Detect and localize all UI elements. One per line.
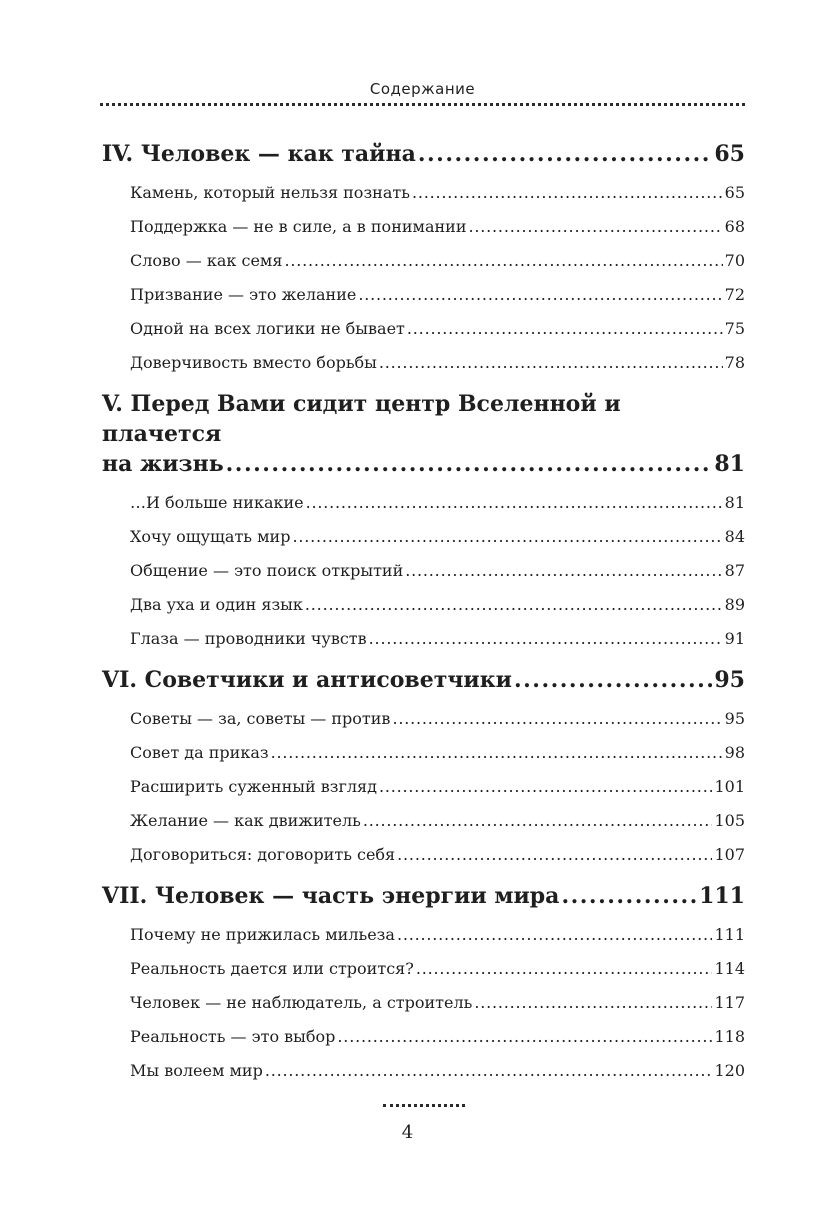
chapter-heading[interactable] [102, 389, 745, 479]
section-list [130, 493, 745, 649]
entry-title: …И больше никакие [130, 493, 304, 512]
entry-title: Призвание — это желание [130, 285, 357, 304]
toc-entry[interactable] [130, 527, 745, 547]
chapter-title: VII. Человек — часть энергии мира [102, 883, 560, 909]
chapter-block [102, 139, 745, 373]
chapter-title: на жизнь [102, 451, 224, 477]
table-of-contents [102, 139, 745, 1097]
section-list [130, 925, 745, 1081]
dot-leader [265, 1061, 713, 1081]
entry-page-number: 105 [714, 811, 745, 830]
toc-entry[interactable] [130, 319, 745, 339]
running-head: Содержание [369, 80, 476, 98]
dot-leader [469, 217, 723, 237]
entry-title: Слово — как семя [130, 251, 283, 270]
dot-leader [379, 353, 723, 373]
dot-leader [305, 595, 723, 615]
dot-leader [226, 449, 713, 479]
chapter-title: VI. Советчики и антисоветчики [102, 667, 512, 693]
entry-title: Реальность — это выбор [130, 1027, 336, 1046]
entry-title: Хочу ощущать мир [130, 527, 291, 546]
entry-page-number: 65 [724, 183, 745, 202]
section-list [130, 709, 745, 865]
entry-page-number: 98 [724, 743, 745, 762]
toc-entry[interactable] [130, 183, 745, 203]
toc-entry[interactable] [130, 709, 745, 729]
toc-entry[interactable] [130, 925, 745, 945]
toc-entry[interactable] [130, 217, 745, 237]
dot-leader [271, 743, 723, 763]
toc-entry[interactable] [130, 493, 745, 513]
dot-leader [292, 527, 722, 547]
entry-title: Человек — не наблюдатель, а строитель [130, 993, 473, 1012]
chapter-block [102, 389, 745, 649]
toc-entry[interactable] [130, 251, 745, 271]
entry-title: Поддержка — не в силе, а в понимании [130, 217, 467, 236]
chapter-page-number: 65 [714, 141, 745, 167]
entry-page-number: 120 [714, 1061, 745, 1080]
dot-leader [474, 993, 712, 1013]
entry-title: Советы — за, советы — против [130, 709, 391, 728]
dot-leader [369, 629, 723, 649]
entry-title: Почему не прижилась мильеза [130, 925, 395, 944]
chapter-heading[interactable] [102, 881, 745, 911]
entry-page-number: 68 [724, 217, 745, 236]
entry-page-number: 95 [724, 709, 745, 728]
entry-page-number: 107 [714, 845, 745, 864]
dot-leader [405, 561, 722, 581]
entry-page-number: 118 [714, 1027, 745, 1046]
entry-title: Мы волеем мир [130, 1061, 263, 1080]
entry-title: Совет да приказ [130, 743, 269, 762]
toc-entry[interactable] [130, 285, 745, 305]
toc-entry[interactable] [130, 811, 745, 831]
dot-leader [379, 777, 712, 797]
entry-page-number: 75 [724, 319, 745, 338]
entry-page-number: 89 [724, 595, 745, 614]
entry-title: Расширить суженный взгляд [130, 777, 377, 796]
entry-page-number: 78 [724, 353, 745, 372]
toc-entry[interactable] [130, 595, 745, 615]
entry-page-number: 114 [714, 959, 745, 978]
dot-leader [416, 959, 713, 979]
entry-title: Одной на всех логики не бывает [130, 319, 405, 338]
dot-leader [407, 319, 723, 339]
dot-leader [412, 183, 723, 203]
section-list [130, 183, 745, 373]
toc-entry[interactable] [130, 353, 745, 373]
dot-leader [561, 881, 697, 911]
entry-page-number: 70 [724, 251, 745, 270]
toc-entry[interactable] [130, 1061, 745, 1081]
chapter-title-line1: V. Перед Вами сидит центр Вселенной и плачется [102, 391, 621, 447]
entry-page-number: 101 [714, 777, 745, 796]
entry-title: Желание — как движитель [130, 811, 361, 830]
dot-leader [397, 845, 712, 865]
footer-dotted-rule [383, 1104, 465, 1107]
dot-leader [397, 925, 713, 945]
dot-leader [358, 285, 722, 305]
entry-page-number: 84 [724, 527, 745, 546]
entry-title: Доверчивость вместо борьбы [130, 353, 377, 372]
entry-title: Договориться: договорить себя [130, 845, 396, 864]
chapter-heading[interactable] [102, 665, 745, 695]
dot-leader [337, 1027, 712, 1047]
toc-entry[interactable] [130, 561, 745, 581]
toc-entry[interactable] [130, 845, 745, 865]
dot-leader [392, 709, 722, 729]
chapter-block [102, 881, 745, 1081]
chapter-block [102, 665, 745, 865]
dot-leader [514, 665, 712, 695]
chapter-page-number: 95 [714, 667, 745, 693]
entry-page-number: 91 [724, 629, 745, 648]
dot-leader [363, 811, 713, 831]
dot-leader [418, 139, 713, 169]
header-dotted-rule [100, 103, 745, 106]
entry-title: Глаза — проводники чувств [130, 629, 367, 648]
entry-page-number: 72 [724, 285, 745, 304]
entry-page-number: 117 [714, 993, 745, 1012]
toc-entry[interactable] [130, 777, 745, 797]
page-number: 4 [401, 1122, 414, 1143]
chapter-page-number: 111 [699, 883, 745, 909]
dot-leader [284, 251, 722, 271]
entry-title: Реальность дается или строится? [130, 959, 414, 978]
chapter-title: IV. Человек — как тайна [102, 141, 416, 167]
toc-entry[interactable] [130, 993, 745, 1013]
entry-title: Камень, который нельзя познать [130, 183, 410, 202]
toc-entry[interactable] [130, 959, 745, 979]
entry-title: Два уха и один язык [130, 595, 303, 614]
chapter-heading[interactable] [102, 139, 745, 169]
toc-entry[interactable] [130, 1027, 745, 1047]
entry-page-number: 81 [724, 493, 745, 512]
entry-page-number: 111 [714, 925, 745, 944]
chapter-page-number: 81 [714, 451, 745, 477]
entry-page-number: 87 [724, 561, 745, 580]
toc-entry[interactable] [130, 743, 745, 763]
entry-title: Общение — это поиск открытий [130, 561, 404, 580]
toc-entry[interactable] [130, 629, 745, 649]
dot-leader [306, 493, 723, 513]
